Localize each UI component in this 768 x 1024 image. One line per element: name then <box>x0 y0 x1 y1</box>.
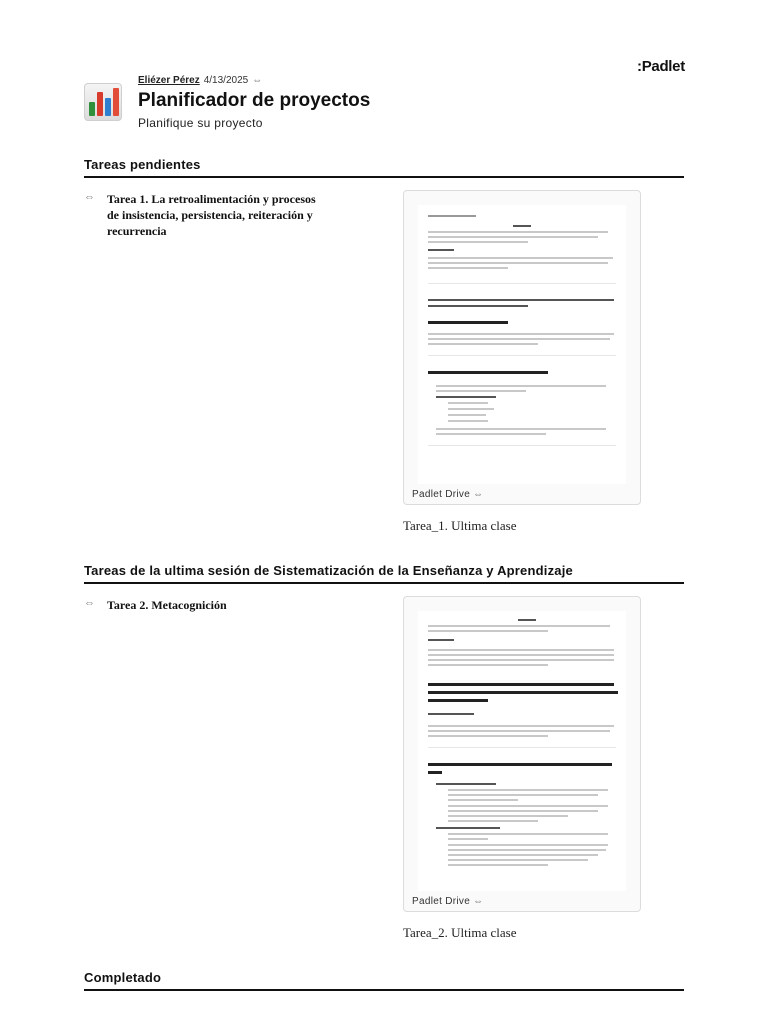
board-meta <box>138 75 262 86</box>
link-icon[interactable]: ⇔ <box>84 191 95 203</box>
attachment-caption-tarea-1: Tarea_1. Ultima clase <box>403 518 517 533</box>
post-title-tarea-1[interactable]: Tarea 1. La retroalimentación y procesos de insistencia, persistencia, reiteración y recurrencia <box>107 192 316 238</box>
bar-chart-icon <box>84 83 122 121</box>
padlet-logo[interactable]: :Padlet <box>637 58 685 75</box>
link-icon: ⇔ <box>473 489 484 500</box>
link-icon[interactable]: ⇔ <box>84 597 95 609</box>
attachment-source <box>412 896 483 907</box>
attachment-caption-tarea-2: Tarea_2. Ultima clase <box>403 925 517 940</box>
section-title-completed: Completado <box>84 970 684 991</box>
document-preview-tarea-2[interactable] <box>403 596 641 912</box>
board-header <box>84 73 684 135</box>
document-page-thumbnail <box>418 205 626 484</box>
attachment-source <box>412 489 483 500</box>
attachment-source-label: Padlet Drive <box>412 489 471 500</box>
post-title-tarea-2[interactable]: Tarea 2. Metacognición <box>107 598 227 612</box>
document-preview-tarea-1[interactable] <box>403 190 641 505</box>
attachment-source-label: Padlet Drive <box>412 896 471 907</box>
section-title-last-session: Tareas de la ultima sesión de Sistematización de la Enseñanza y Aprendizaje <box>84 563 684 584</box>
link-icon[interactable]: ⇔ <box>252 75 263 86</box>
section-title-pending: Tareas pendientes <box>84 157 684 178</box>
author-link[interactable]: Eliézer Pérez <box>138 75 200 86</box>
board-title: Planificador de proyectos <box>138 90 371 111</box>
document-page-thumbnail <box>418 611 626 891</box>
board-subtitle: Planifique su proyecto <box>138 116 263 130</box>
board-date: 4/13/2025 <box>203 75 249 86</box>
link-icon: ⇔ <box>473 896 484 907</box>
